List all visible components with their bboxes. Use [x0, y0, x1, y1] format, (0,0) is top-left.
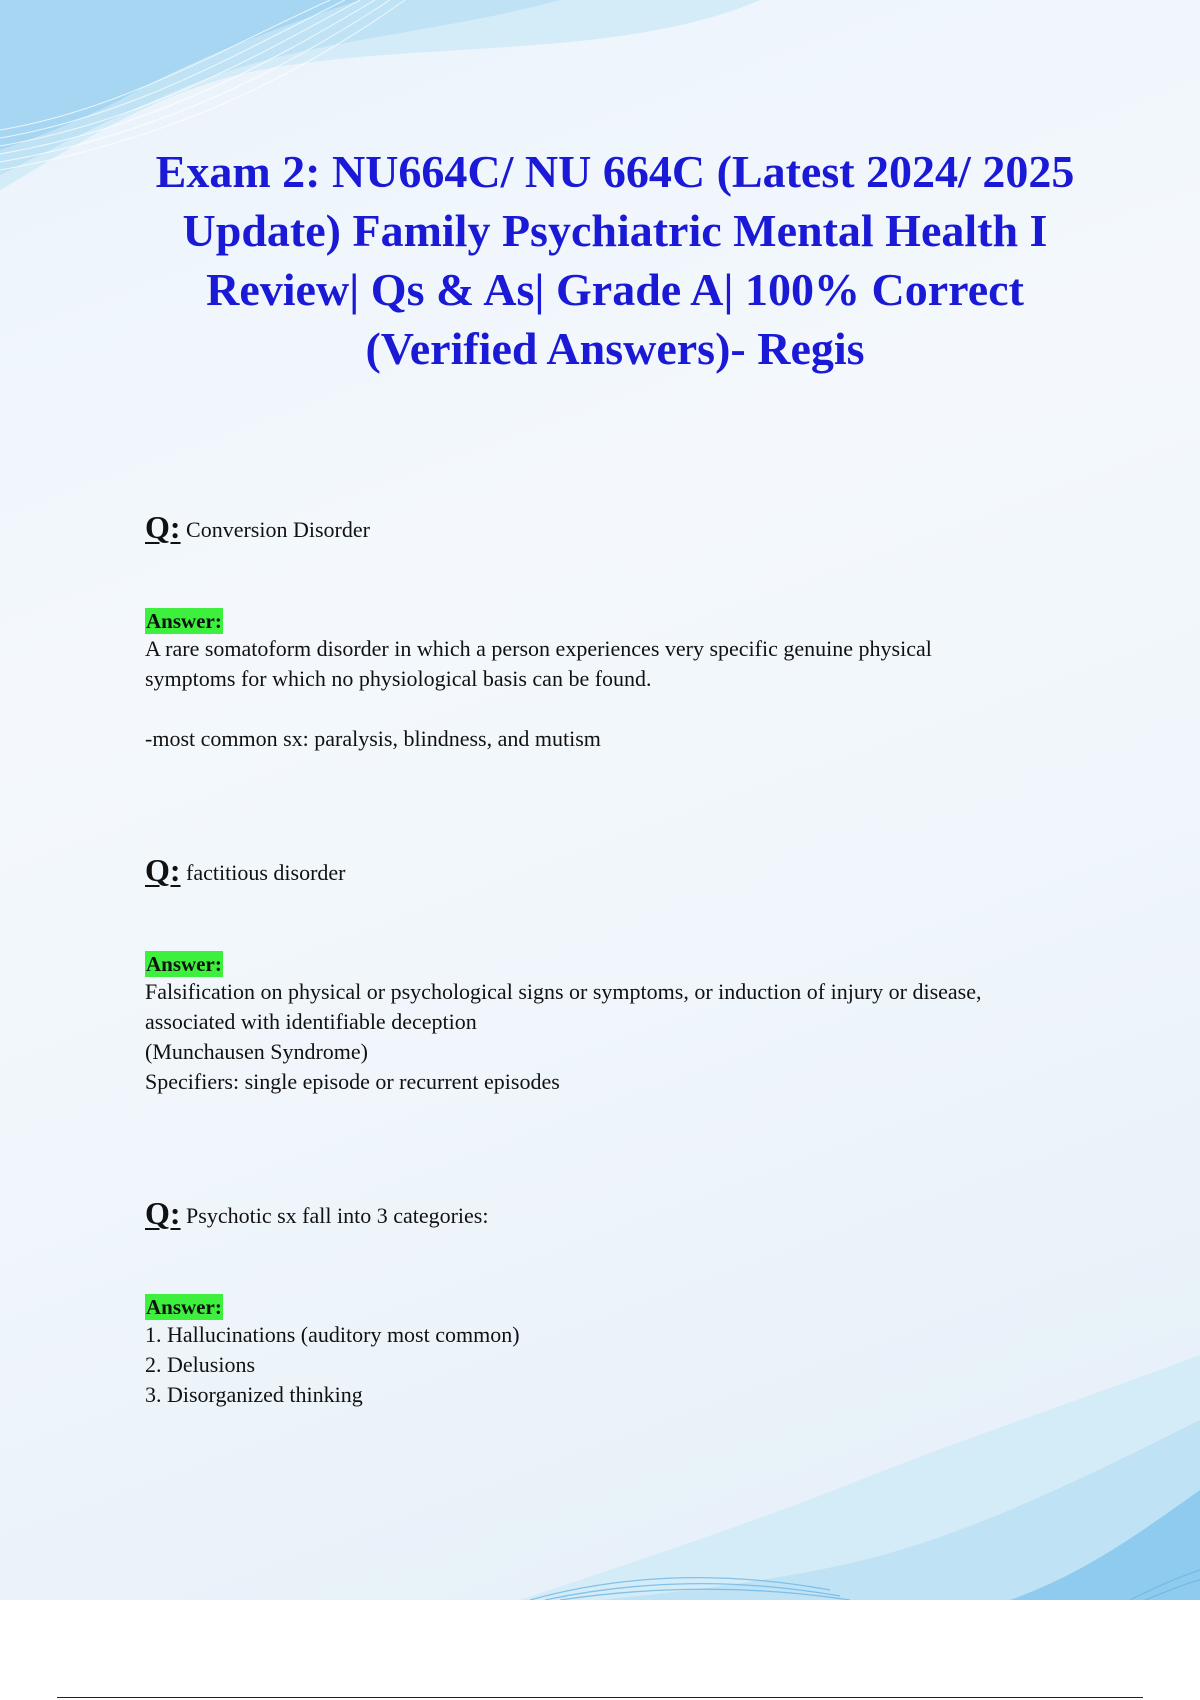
question-text: factitious disorder [186, 860, 346, 885]
answer-text: Falsification on physical or psychological signs or symptoms, or induction of injury or disease, associated with identifiable deception (Munchausen Syndrome) Specifiers: single episode or recurrent episodes [145, 979, 982, 1094]
question-text: Conversion Disorder [186, 517, 370, 542]
question-line [145, 852, 1075, 888]
answer-label: Answer: [146, 952, 222, 976]
answer-text: 1. Hallucinations (auditory most common) 2. Delusions 3. Disorganized thinking [145, 1322, 520, 1407]
answer-label: Answer: [146, 609, 222, 633]
question-label: Q: [145, 852, 181, 888]
question-label: Q: [145, 509, 181, 545]
qa-item [145, 1195, 1075, 1410]
question-label: Q: [145, 1195, 181, 1231]
answer-label: Answer: [146, 1295, 222, 1319]
question-line [145, 509, 1075, 545]
qa-item [145, 852, 1075, 1097]
qa-item [145, 509, 1075, 754]
question-text: Psychotic sx fall into 3 categories: [186, 1203, 489, 1228]
question-line [145, 1195, 1075, 1231]
answer-text: A rare somatoform disorder in which a person experiences very specific genuine physical symptoms for which no physiological basis can be found. -most common sx: paralysis, blindness, and mutism [145, 636, 932, 751]
footer-divider [57, 1697, 1143, 1698]
document-title: Exam 2: NU664C/ NU 664C (Latest 2024/ 2025 Update) Family Psychiatric Mental Health I Review| Qs & As| Grade A| 100% Correct (Verified Answers)- Regis [155, 146, 1075, 374]
